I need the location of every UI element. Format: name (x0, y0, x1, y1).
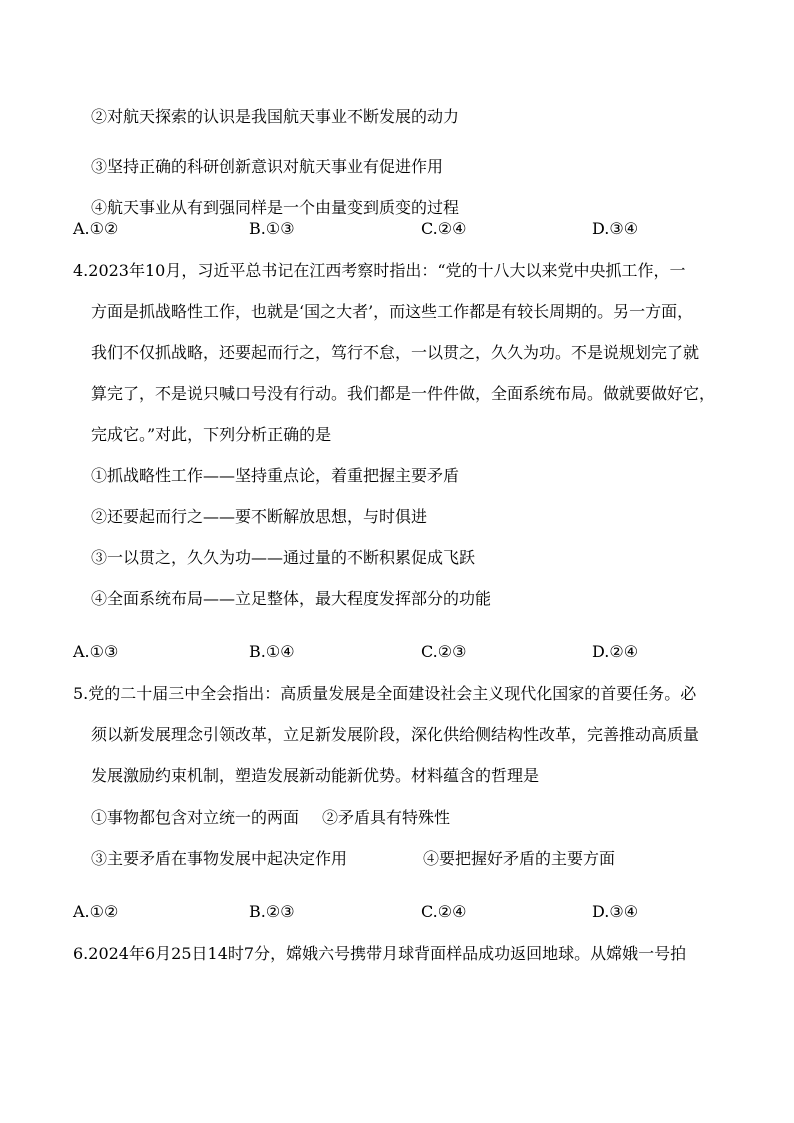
q3-item-2: ②对航天探索的认识是我国航天事业不断发展的动力 (91, 107, 460, 126)
q4-stem-line-5: 完成它。”对此，下列分析正确的是 (91, 425, 332, 444)
q4-stem-line-3: 我们不仅抓战略，还要起而行之，笃行不怠，一以贯之，久久为功。不是说规划完了就 (91, 343, 700, 362)
q4-stem-line-1: 4.2023年10月，习近平总书记在江西考察时指出：“党的十八大以来党中央抓工作，一 (73, 261, 686, 280)
q4-item-2: ②还要起而行之——要不断解放思想，与时俱进 (91, 507, 428, 526)
q4-option-d[interactable]: D.②④ (592, 642, 639, 661)
q5-options (73, 902, 733, 922)
q5-option-d[interactable]: D.③④ (592, 902, 639, 921)
q4-options (73, 642, 733, 662)
q4-option-a[interactable]: A.①③ (73, 642, 119, 661)
q4-option-c[interactable]: C.②③ (421, 642, 467, 661)
q4-item-1: ①抓战略性工作——坚持重点论，着重把握主要矛盾 (91, 466, 460, 485)
q6-stem-line-1: 6.2024年6月25日14时7分，嫦娥六号携带月球背面样品成功返回地球。从嫦娥一号拍 (73, 944, 687, 963)
q5-item-1: ①事物都包含对立统一的两面 (91, 808, 300, 827)
q5-option-a[interactable]: A.①② (73, 902, 119, 921)
q5-option-c[interactable]: C.②④ (421, 902, 467, 921)
q3-option-b[interactable]: B.①③ (249, 219, 295, 238)
q5-item-3: ③主要矛盾在事物发展中起决定作用 (91, 849, 348, 868)
q5-item-4: ④要把握好矛盾的主要方面 (423, 849, 616, 868)
q5-stem-line-1: 5.党的二十届三中全会指出：高质量发展是全面建设社会主义现代化国家的首要任务。必 (73, 684, 697, 703)
q4-item-4: ④全面系统布局——立足整体，最大程度发挥部分的功能 (91, 589, 492, 608)
q5-option-b[interactable]: B.②③ (249, 902, 295, 921)
q5-stem-line-3: 发展激励约束机制，塑造发展新动能新优势。材料蕴含的哲理是 (91, 766, 540, 785)
q3-item-4: ④航天事业从有到强同样是一个由量变到质变的过程 (91, 198, 460, 217)
q4-stem-line-2: 方面是抓战略性工作，也就是‘国之大者’，而这些工作都是有较长周期的。另一方面， (91, 302, 694, 321)
q4-item-3: ③一以贯之，久久为功——通过量的不断积累促成飞跃 (91, 548, 476, 567)
q3-item-3: ③坚持正确的科研创新意识对航天事业有促进作用 (91, 157, 444, 176)
q4-stem-line-4: 算完了，不是说只喊口号没有行动。我们都是一件件做，全面系统布局。做就要做好它， (91, 384, 716, 403)
q3-option-c[interactable]: C.②④ (421, 219, 467, 238)
q3-options (73, 219, 733, 239)
q4-option-b[interactable]: B.①④ (249, 642, 295, 661)
q3-option-d[interactable]: D.③④ (592, 219, 639, 238)
q5-item-2: ②矛盾具有特殊性 (322, 808, 451, 827)
q3-option-a[interactable]: A.①② (73, 219, 119, 238)
q5-stem-line-2: 须以新发展理念引领改革，立足新发展阶段，深化供给侧结构性改革，完善推动高质量 (91, 725, 700, 744)
